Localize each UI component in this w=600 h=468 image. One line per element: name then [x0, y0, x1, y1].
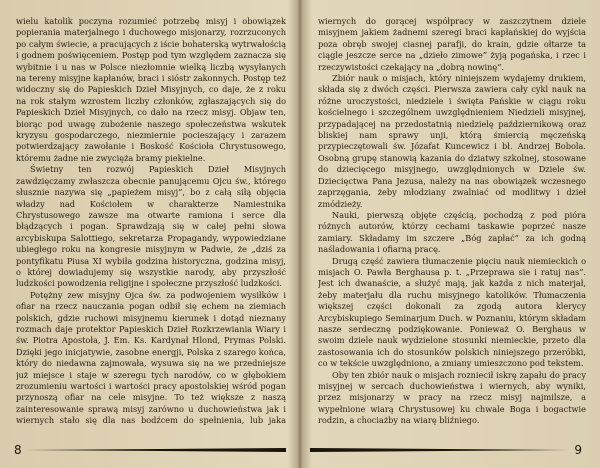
paragraph: wiernych do gorącej współpracy w zaszczytnem dziele misyjnem jakiem żadnemi szeregi braci kapłańskiej do wyjścia poza obręb swojej ciasnej parafji, do krain, gdzie ołtarze ta ciągle jeszcze serce na „dzieło zimowe” żyją pogańska, i rzec i rzeczywistości czekający na „dobrą nowinę”. [318, 16, 586, 72]
left-page-text [16, 16, 286, 426]
page-number: 9 [574, 443, 582, 457]
right-page-footer [310, 440, 586, 460]
page-number: 8 [14, 443, 22, 457]
paragraph: Oby ten zbiór nauk o misjach rozniecił iskrę zapału do pracy misyjnej w sercach duchowieństwa i wiernych, aby wyniki, przez misjonarzy w pracy na rzecz misyj najmilsze, a wypełnione wiarą Chrystusowej ku chwale Boga i bogactwie rodzin, a chociażby na wiarę bliźniego. [318, 369, 586, 426]
paragraph: wielu katolik poczyna rozumieć potrzebę misyj i obowiązek popierania materjalnego i duchowego misjonarzy, rozrzuconych po całym świecie, a pracujących z iście bohaterską wytrwałością i godnem poświęceniem. Postęp pod tym względem zaznacza się wybitnie i u nas w Polsce niezłomnie wielką liczbą wysyłanych na tereny misyjne kapłanów, braci i sióstr zakonnych. Postęp też widoczny się do Papieskich Dzieł Misyjnych, co daje, że z roku na rok stałym wzrostem liczby członków, zgłaszających się do Papieskich Dzieł Misyjnych, co dało na rzecz misyj. Objaw ten, biorąc pod uwagę zubożenie naszego społeczeństwa wskutek kryzysu gospodarczego, niezmiernie pocieszający i zarazem potwierdzający zawołanie i Boskość Kościoła Chrystusowego, któremu żadne nie zwycięża bramy piekielne. [16, 16, 286, 163]
paragraph: Nauki, pierwszą objęte częścią, pochodzą z pod pióra różnych autorów, którzy cechami taskawie poprzeć nasze zamiary. Składamy im szczere „Bóg zapłać” za ich godną naśladowania i ofiarną pracę. [318, 209, 586, 255]
paragraph: Zbiór nauk o misjach, który niniejszem wydajemy drukiem, składa się z dwóch części. Pierwsza zawiera cały cykl nauk na różne uroczystości, niedziele i święta Pańskie w ciągu roku kościelnego i szczególnem uwzględnieniem Niedzieli misyjnej, przypadającej na przedostatnią niedzielę październikową oraz bliskiej nam sprawy unji, którą śmiercią męczeńską przypieczętowali św. Józafat Kuncewicz i bł. Andrzej Bobola. Osobną grupę stanowią kazania do dziatwy szkolnej, stosowane do dziecięcego misyjnego, uwzględnionych w Dziele św. Dziecięctwa Pana Jezusa, należy na nas obowiązek wczesnego zaprzęgania, żeby młodziany zwalniać od modlitwy i dzieł zmódzieży. [318, 73, 586, 209]
paragraph: Drugą część zawiera tłumaczenie pięciu nauk niemieckich o misjach O. Pawła Berghausa p. t. „Przeprawa sie i ratuj nas”. Jest ich dwanaście, a służyć mają, jak każda z nich materjał, żeby materjału dla ruchu misyjnego katolików. Tłumaczenia większej części dokonali za zgodą autora klerycy Arcybiskupiego Seminarjum Duch. w Poznaniu, którym składam nasze serdecznę podziękowanie. Ponieważ O. Berghaus w swoim dziele nauk wydzielone stosunki niemieckie, przeto dla zastosowania ich do stosunków polskich niniejszego przeróbki, co w tekście uwzględniono, a zmiany umieszczono pod tekstem. [318, 255, 586, 369]
left-page-footer [10, 440, 286, 460]
decorative-rule [310, 445, 570, 455]
paragraph: Potężny zew misyjny Ojca św. za podwojeniem wysiłków i ofiar na rzecz nauczania pogan odbił się echem na ziemiach polskich, gdzie ruchowi misyjnemu kierunek i dotąd nieznany rozmach daje protektor Papieskich Dzieł Rozkrzewiania Wiary i św. Piotra Apostoła, J. Em. Ks. Kardynał Hlond, Prymas Polski. Dzięki jego inicjatywie, zasobne energji, Polska z szarego końca, który do niedawna zajmowała, wysuwa się na we przedniejsze już miejsce i staje w szeregu tych narodów, co w głębokiem zrozumieniu wartości i wartości pracy apostolskiej wśród pogan przynoszą ofiar na cele misyjne. To też większe z naszą zainteresowanie sprawą misyj zarówno u duchowieństwa jak i wiernych stało się dla nas bodźcem do spełnienia, lub jaka [16, 289, 286, 426]
right-page [300, 0, 600, 468]
right-page-text [318, 16, 586, 426]
paragraph: Świetny ten rozwój Papieskich Dzieł Misyjnych zawdzięczamy zwłaszcza obecnie panującemu Ojcu św., którego słusznie nazywa się „papieżem misyj”, bo z całą siłą objęcia władzy nad Kościołem w charakterze Namiestnika Chrystusowego zawsze ma otwarte ramiona i serce dla błądzących i pogan. Sprawdzają się w całej pełni słowa arcybiskupa Salottiego, sekretarza Propagandy, wypowiedziane ubiegłego roku na kongresie misyjnym w Padwie, że „dziś za pontyfikatu Piusa XI wybiła godzina historyczna, godzina misyj, o której dowiadujemy się wszystkie narody, aby przyszłość ludzkości powodzenia religijne i społeczne przyszłość ludzkości. [16, 164, 286, 289]
decorative-rule [26, 445, 286, 455]
